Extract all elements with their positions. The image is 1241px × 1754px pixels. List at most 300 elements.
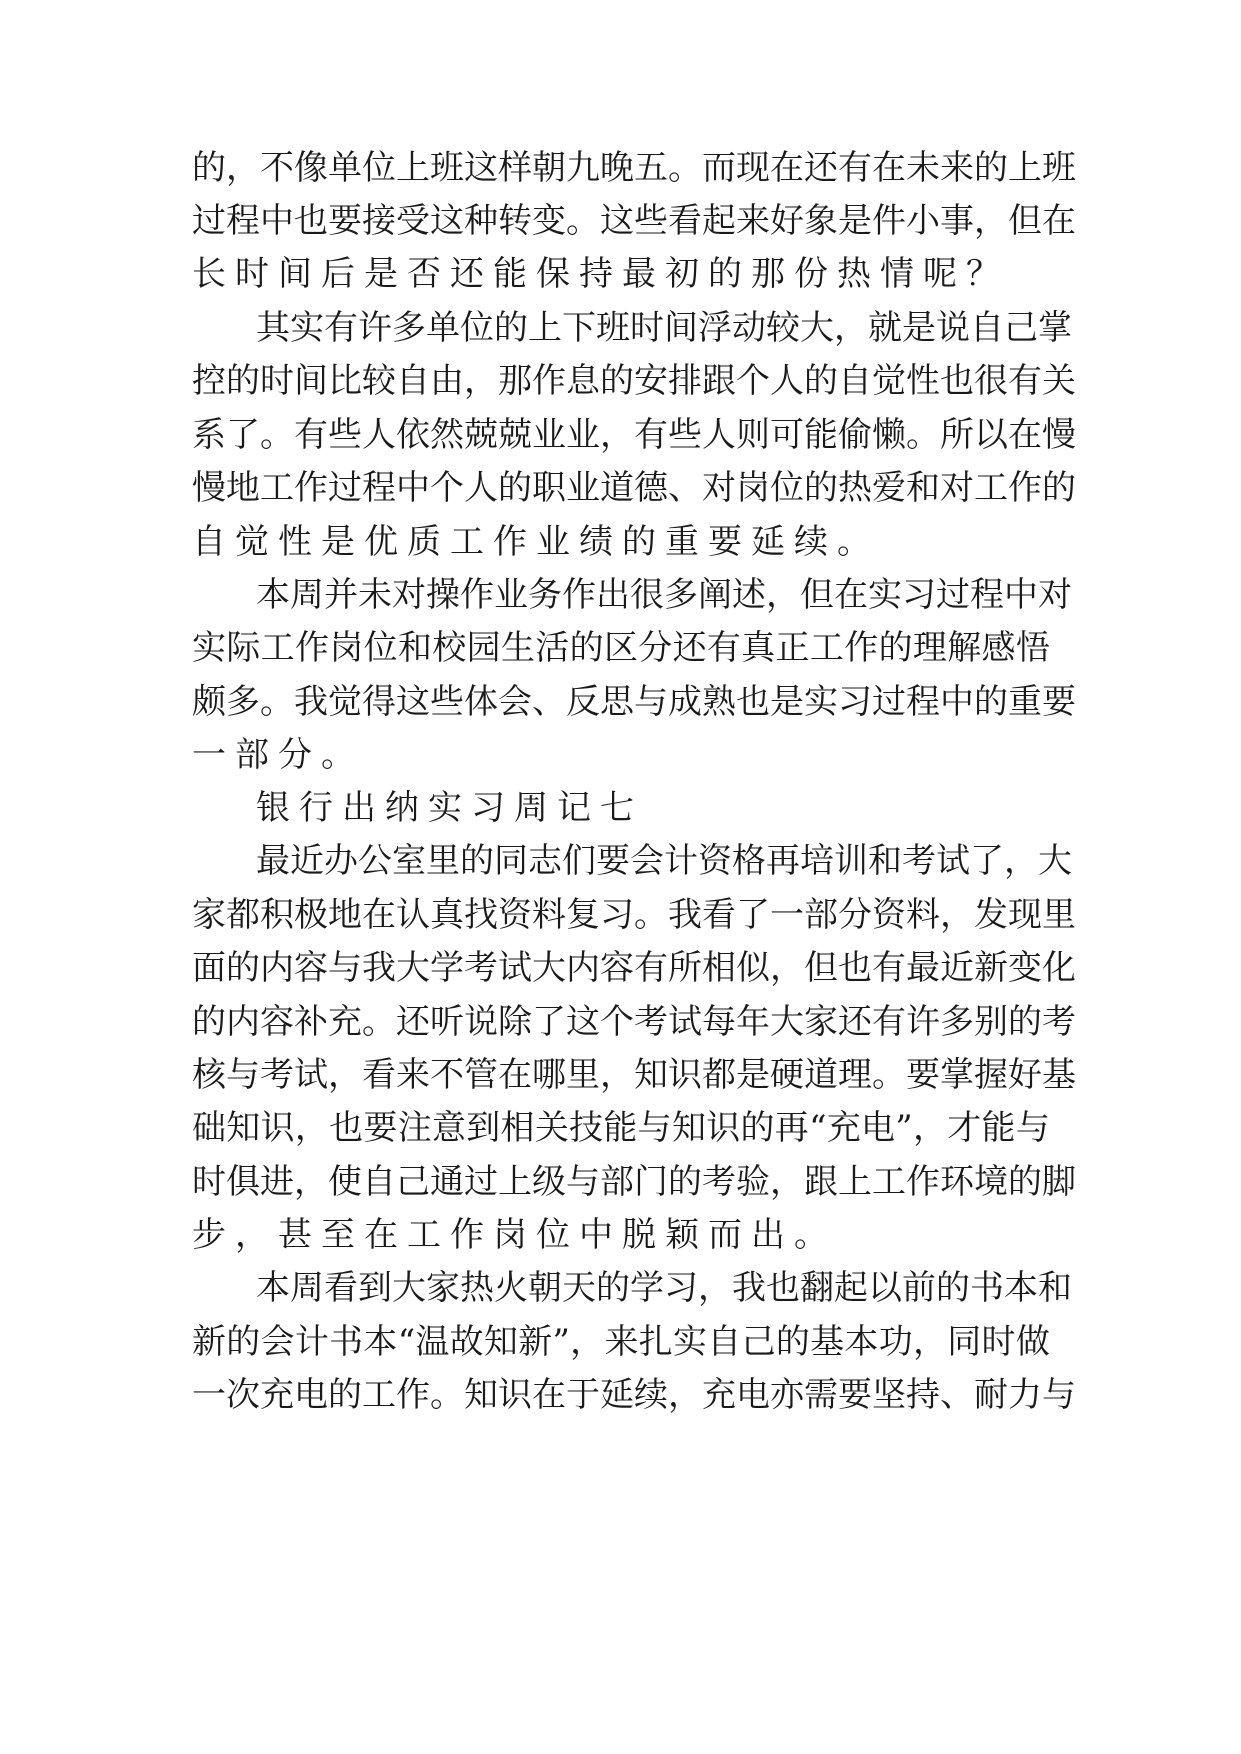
text-glyph: 的 xyxy=(804,468,838,508)
text-glyph: 来 xyxy=(396,1055,430,1095)
text-glyph: 还 xyxy=(838,1002,872,1042)
text-glyph: 本 xyxy=(256,575,290,615)
text-glyph: 学 xyxy=(430,948,464,988)
text-glyph: 在 xyxy=(498,1055,532,1095)
text-glyph: 考 xyxy=(702,1162,736,1202)
text-glyph: 的 xyxy=(1042,468,1076,508)
text-glyph: 。 xyxy=(906,415,940,455)
text-glyph: 火 xyxy=(494,1268,528,1308)
text-glyph: 这 xyxy=(430,201,464,241)
text-glyph: 得 xyxy=(362,682,396,722)
text-glyph: 反 xyxy=(566,682,600,722)
text-glyph: 作 xyxy=(294,628,329,668)
text-glyph: 时 xyxy=(981,1322,1016,1362)
text-glyph: 门 xyxy=(634,1162,668,1202)
text-glyph: 自 xyxy=(707,1322,742,1362)
text-glyph: 前 xyxy=(902,1268,936,1308)
text-glyph: 业 xyxy=(566,468,600,508)
text-glyph: 业 xyxy=(494,575,528,615)
text-glyph: 公 xyxy=(358,841,392,881)
text-glyph: 程 xyxy=(970,575,1004,615)
text-glyph: 与 xyxy=(226,1055,260,1095)
text-glyph: 慢 xyxy=(1042,415,1076,455)
text-glyph: 的 xyxy=(192,1002,226,1042)
text-glyph: 次 xyxy=(226,1375,260,1415)
text-glyph: 九 xyxy=(566,148,600,188)
text-glyph: 注 xyxy=(397,1108,432,1148)
text-glyph: 下 xyxy=(562,308,596,348)
text-glyph: ， xyxy=(464,361,498,401)
text-glyph: 由 xyxy=(430,361,464,401)
text-glyph: 资 xyxy=(698,841,732,881)
text-glyph: 习 xyxy=(664,1268,698,1308)
text-glyph: 操 xyxy=(426,575,460,615)
text-glyph: 热 xyxy=(838,468,872,508)
text-glyph: 的 xyxy=(328,1375,362,1415)
text-glyph: 多 xyxy=(940,1002,974,1042)
text-glyph: 作 xyxy=(562,575,596,615)
text-glyph: 种 xyxy=(464,201,498,241)
text-glyph: 许 xyxy=(358,308,392,348)
text-glyph: 的 xyxy=(460,841,494,881)
text-glyph: 看 xyxy=(324,1268,358,1308)
text-glyph: 热 xyxy=(460,1268,494,1308)
text-glyph: 在 xyxy=(362,895,396,935)
text-glyph: 地 xyxy=(226,468,260,508)
text-glyph: 充 xyxy=(826,1108,861,1148)
text-glyph: 耐 xyxy=(974,1375,1008,1415)
text-glyph: 许 xyxy=(906,1002,940,1042)
text-glyph: 的 xyxy=(498,468,532,508)
text-glyph: 要 xyxy=(1042,682,1076,722)
text-glyph: 比 xyxy=(328,361,362,401)
text-glyph: 新 xyxy=(974,948,1008,988)
text-glyph: 考 xyxy=(1042,1002,1076,1042)
text-glyph: 己 xyxy=(396,1162,430,1202)
text-glyph: 于 xyxy=(566,1375,600,1415)
text-glyph: 阐 xyxy=(698,575,732,615)
text-glyph: 跟 xyxy=(702,361,736,401)
text-glyph: 人 xyxy=(770,361,804,401)
text-glyph: 所 xyxy=(940,415,974,455)
text-glyph: 位 xyxy=(460,308,494,348)
text-glyph: 意 xyxy=(431,1108,466,1148)
text-glyph: 温 xyxy=(415,1322,450,1362)
text-glyph: 的 xyxy=(600,361,634,401)
text-glyph: 基 xyxy=(1042,1055,1076,1095)
text-glyph: 道 xyxy=(804,1055,838,1095)
text-glyph: 会 xyxy=(498,682,532,722)
text-glyph: 排 xyxy=(668,361,702,401)
text-glyph: 掌 xyxy=(1038,308,1072,348)
text-glyph: 也 xyxy=(838,948,872,988)
text-glyph: 还 xyxy=(804,148,838,188)
text-glyph: 爱 xyxy=(872,468,906,508)
text-line xyxy=(192,1365,1076,1425)
text-glyph: 一 xyxy=(192,1375,226,1415)
text-glyph: 天 xyxy=(562,1268,596,1308)
text-glyph: 业 xyxy=(566,415,600,455)
text-glyph: 了 xyxy=(226,415,260,455)
text-glyph: 知 xyxy=(634,1055,668,1095)
text-glyph: 和 xyxy=(868,841,902,881)
text-glyph: 坚 xyxy=(872,1375,906,1415)
text-glyph: 训 xyxy=(834,841,868,881)
text-glyph: 再 xyxy=(774,1108,809,1148)
text-glyph: 班 xyxy=(430,148,464,188)
text-glyph: 这 xyxy=(600,201,634,241)
text-glyph: 些 xyxy=(328,415,362,455)
text-glyph: 才 xyxy=(947,1108,982,1148)
text-glyph: 需 xyxy=(804,1375,838,1415)
text-glyph: 础 xyxy=(192,1108,226,1148)
text-glyph: ， xyxy=(940,895,974,935)
text-glyph: 自 xyxy=(396,361,430,401)
text-glyph: 兢 xyxy=(498,415,532,455)
text-glyph: 识 xyxy=(706,1108,741,1148)
text-glyph: 硬 xyxy=(770,1055,804,1095)
text-glyph: 、 xyxy=(940,1375,974,1415)
text-glyph: 来 xyxy=(940,148,974,188)
text-line: 一部分。 xyxy=(192,735,364,775)
text-glyph: 对 xyxy=(392,575,426,615)
text-glyph: 延 xyxy=(600,1375,634,1415)
text-glyph: 计 xyxy=(664,841,698,881)
text-glyph: 是 xyxy=(736,1055,770,1095)
text-glyph: 与 xyxy=(1042,1375,1076,1415)
text-line xyxy=(192,885,1076,945)
text-glyph: 能 xyxy=(603,1108,638,1148)
text-glyph: 实 xyxy=(290,308,324,348)
text-glyph: 办 xyxy=(324,841,358,881)
text-glyph: 家 xyxy=(804,1002,838,1042)
text-glyph: 不 xyxy=(260,148,294,188)
text-line: 自觉性是优质工作业绩的重要延续。 xyxy=(192,522,880,562)
text-glyph: 。 xyxy=(260,415,294,455)
text-glyph: 作 xyxy=(396,1375,430,1415)
text-glyph: 工 xyxy=(974,468,1008,508)
text-glyph: 作 xyxy=(294,468,328,508)
text-glyph: 来 xyxy=(604,1322,639,1362)
text-glyph: 转 xyxy=(498,201,532,241)
text-glyph: 了 xyxy=(970,841,1004,881)
text-glyph: 以 xyxy=(868,1268,902,1308)
text-glyph: 说 xyxy=(464,1002,498,1042)
text-glyph: 在 xyxy=(1008,415,1042,455)
text-glyph: 个 xyxy=(736,361,770,401)
text-glyph: 的 xyxy=(569,628,604,668)
text-glyph: 会 xyxy=(630,841,664,881)
text-glyph: ， xyxy=(912,1322,947,1362)
text-glyph: 关 xyxy=(534,1108,569,1148)
text-glyph: 的 xyxy=(804,361,838,401)
text-line xyxy=(256,298,1072,358)
text-glyph: 能 xyxy=(804,415,838,455)
text-glyph: 象 xyxy=(804,201,838,241)
text-glyph: 极 xyxy=(294,895,328,935)
text-glyph: 境 xyxy=(974,1162,1008,1202)
text-glyph: 感 xyxy=(981,628,1016,668)
text-glyph: 与 xyxy=(566,1162,600,1202)
text-glyph: 中 xyxy=(260,201,294,241)
text-glyph: 与 xyxy=(634,682,668,722)
text-glyph: 熟 xyxy=(702,682,736,722)
text-glyph: ， xyxy=(912,1108,947,1148)
text-glyph: 人 xyxy=(702,415,736,455)
text-glyph: 试 xyxy=(936,841,970,881)
text-glyph: 资 xyxy=(872,895,906,935)
text-glyph: 近 xyxy=(940,948,974,988)
text-glyph: 好 xyxy=(770,201,804,241)
text-glyph: 多 xyxy=(664,575,698,615)
text-glyph: 较 xyxy=(766,308,800,348)
text-glyph: 资 xyxy=(498,895,532,935)
text-glyph: 过 xyxy=(464,1162,498,1202)
text-glyph: 在 xyxy=(532,1375,566,1415)
text-glyph: 变 xyxy=(1008,948,1042,988)
text-glyph: 岗 xyxy=(736,468,770,508)
text-glyph: 有 xyxy=(872,948,906,988)
text-glyph: 程 xyxy=(362,468,396,508)
text-line xyxy=(192,938,1076,998)
text-glyph: 己 xyxy=(1004,308,1038,348)
text-glyph: 识 xyxy=(260,1108,295,1148)
text-glyph: 像 xyxy=(294,148,328,188)
text-glyph: 考 xyxy=(464,948,498,988)
text-glyph: 颇 xyxy=(192,682,226,722)
text-glyph: 有 xyxy=(294,415,328,455)
text-glyph: 书 xyxy=(970,1268,1004,1308)
text-glyph: 也 xyxy=(294,201,328,241)
text-glyph: 里 xyxy=(426,841,460,881)
text-glyph: ， xyxy=(226,148,260,188)
text-glyph: 是 xyxy=(902,308,936,348)
text-glyph: 还 xyxy=(672,628,707,668)
text-glyph: 系 xyxy=(192,415,226,455)
text-glyph: 晚 xyxy=(600,148,634,188)
text-glyph: 出 xyxy=(596,575,630,615)
text-line xyxy=(192,458,1076,518)
text-glyph: 别 xyxy=(974,1002,1008,1042)
text-glyph: 对 xyxy=(940,468,974,508)
text-glyph: 也 xyxy=(766,1268,800,1308)
text-glyph: ， xyxy=(974,201,1008,241)
text-glyph: 。 xyxy=(430,1375,464,1415)
text-glyph: 觉 xyxy=(872,361,906,401)
text-glyph: 相 xyxy=(500,1108,535,1148)
text-glyph: 与 xyxy=(328,948,362,988)
text-glyph: 同 xyxy=(947,1322,982,1362)
text-glyph: 到 xyxy=(358,1268,392,1308)
text-glyph: 间 xyxy=(294,361,328,401)
text-glyph: 现 xyxy=(736,148,770,188)
text-glyph: 相 xyxy=(702,948,736,988)
text-glyph: 间 xyxy=(664,308,698,348)
text-glyph: 重 xyxy=(1008,682,1042,722)
text-glyph: 大 xyxy=(1038,841,1072,881)
text-glyph: 自 xyxy=(838,361,872,401)
text-glyph: 程 xyxy=(906,682,940,722)
text-glyph: 管 xyxy=(464,1055,498,1095)
text-glyph: 俱 xyxy=(226,1162,260,1202)
text-glyph: 的 xyxy=(1008,1162,1042,1202)
text-glyph: 地 xyxy=(328,895,362,935)
text-line: 长时间后是否还能保持最初的那份热情呢？ xyxy=(192,254,1009,294)
text-glyph: 而 xyxy=(702,148,736,188)
text-glyph: 成 xyxy=(668,682,702,722)
text-glyph: 、 xyxy=(668,468,702,508)
text-glyph: 中 xyxy=(940,682,974,722)
text-glyph: 有 xyxy=(838,148,872,188)
text-glyph: ” xyxy=(552,1322,570,1362)
text-glyph: 的 xyxy=(226,948,260,988)
text-glyph: 过 xyxy=(192,201,226,241)
text-glyph: 个 xyxy=(430,468,464,508)
text-glyph: 人 xyxy=(362,415,396,455)
text-glyph: 的 xyxy=(668,1162,702,1202)
text-glyph: 听 xyxy=(430,1002,464,1042)
text-glyph: 单 xyxy=(328,148,362,188)
text-glyph: 我 xyxy=(668,895,702,935)
text-glyph: 级 xyxy=(532,1162,566,1202)
text-glyph: 技 xyxy=(569,1108,604,1148)
text-glyph: 实 xyxy=(868,575,902,615)
text-glyph: 都 xyxy=(226,895,260,935)
text-glyph: 己 xyxy=(741,1322,776,1362)
text-glyph: ， xyxy=(294,1108,329,1148)
text-glyph: 工 xyxy=(260,468,294,508)
text-glyph: 些 xyxy=(634,201,668,241)
text-glyph: 位 xyxy=(770,468,804,508)
text-glyph: 亦 xyxy=(770,1375,804,1415)
text-glyph: 在 xyxy=(872,148,906,188)
text-glyph: 认 xyxy=(396,895,430,935)
text-glyph: 有 xyxy=(634,948,668,988)
text-glyph: 。 xyxy=(634,895,668,935)
text-glyph: 本 xyxy=(256,1268,290,1308)
text-glyph: 年 xyxy=(736,1002,770,1042)
text-glyph: 是 xyxy=(770,682,804,722)
text-glyph: 但 xyxy=(800,575,834,615)
text-glyph: 则 xyxy=(736,415,770,455)
text-glyph: 上 xyxy=(396,148,430,188)
text-glyph: 。 xyxy=(362,1002,396,1042)
text-glyph: ， xyxy=(328,1055,362,1095)
text-glyph: 真 xyxy=(430,895,464,935)
text-glyph: 一 xyxy=(770,895,804,935)
text-glyph: 班 xyxy=(596,308,630,348)
text-glyph: 作 xyxy=(906,1162,940,1202)
text-glyph: 但 xyxy=(1008,201,1042,241)
text-glyph: 也 xyxy=(736,682,770,722)
text-glyph: 识 xyxy=(668,1055,702,1095)
text-glyph: 们 xyxy=(562,841,596,881)
text-line xyxy=(192,618,1050,678)
text-line xyxy=(192,1152,1076,1212)
text-glyph: 电 xyxy=(294,1375,328,1415)
text-glyph: 除 xyxy=(498,1002,532,1042)
text-glyph: 受 xyxy=(396,201,430,241)
text-glyph: 的 xyxy=(878,628,913,668)
text-glyph: 较 xyxy=(362,361,396,401)
text-glyph: 握 xyxy=(974,1055,1008,1095)
text-glyph: 的 xyxy=(596,1268,630,1308)
text-glyph: 和 xyxy=(906,468,940,508)
text-glyph: 未 xyxy=(906,148,940,188)
text-glyph: 现 xyxy=(1008,895,1042,935)
text-glyph: 觉 xyxy=(328,682,362,722)
text-glyph: ， xyxy=(294,1162,328,1202)
text-glyph: 掌 xyxy=(940,1055,974,1095)
text-glyph: 作 xyxy=(844,628,879,668)
text-glyph: 分 xyxy=(638,628,673,668)
text-glyph: 知 xyxy=(464,1375,498,1415)
text-glyph: 上 xyxy=(838,1162,872,1202)
text-glyph: 故 xyxy=(449,1322,484,1362)
text-glyph: 上 xyxy=(528,308,562,348)
text-glyph: 多 xyxy=(392,308,426,348)
text-glyph: 基 xyxy=(810,1322,845,1362)
text-glyph: 周 xyxy=(290,575,324,615)
text-glyph: 活 xyxy=(535,628,570,668)
text-glyph: 新 xyxy=(518,1322,553,1362)
text-glyph: 。 xyxy=(566,201,600,241)
text-glyph: 同 xyxy=(494,841,528,881)
text-glyph: 的 xyxy=(974,148,1008,188)
text-glyph: 有 xyxy=(872,1002,906,1042)
text-glyph: 好 xyxy=(1008,1055,1042,1095)
text-glyph: 这 xyxy=(464,148,498,188)
text-glyph: “ xyxy=(397,1322,416,1362)
text-glyph: 容 xyxy=(294,948,328,988)
text-glyph: 电 xyxy=(736,1375,770,1415)
text-glyph: 周 xyxy=(290,1268,324,1308)
text-glyph: 解 xyxy=(947,628,982,668)
text-glyph: 电 xyxy=(861,1108,896,1148)
text-glyph: 起 xyxy=(702,201,736,241)
text-glyph: 要 xyxy=(363,1108,398,1148)
text-glyph: 充 xyxy=(702,1375,736,1415)
text-glyph: 做 xyxy=(1015,1322,1050,1362)
text-glyph: 习 xyxy=(902,575,936,615)
text-glyph: ， xyxy=(698,1268,732,1308)
text-glyph: 和 xyxy=(1038,1268,1072,1308)
text-glyph: 的 xyxy=(974,682,1008,722)
text-glyph: 。 xyxy=(260,682,294,722)
text-glyph: 自 xyxy=(362,1162,396,1202)
text-glyph: 验 xyxy=(736,1162,770,1202)
text-glyph: ， xyxy=(766,575,800,615)
text-glyph: 工 xyxy=(809,628,844,668)
text-line xyxy=(192,1045,1076,1105)
text-glyph: 园 xyxy=(466,628,501,668)
text-glyph: 看 xyxy=(362,1055,396,1095)
text-glyph: 很 xyxy=(630,575,664,615)
text-glyph: 事 xyxy=(940,201,974,241)
text-glyph: 近 xyxy=(290,841,324,881)
text-line: 步，甚至在工作岗位中脱颖而出。 xyxy=(192,1215,837,1255)
text-glyph: 内 xyxy=(226,1002,260,1042)
text-glyph: 大 xyxy=(396,948,430,988)
text-glyph: 工 xyxy=(260,628,295,668)
text-glyph: 书 xyxy=(329,1322,364,1362)
text-glyph: 能 xyxy=(981,1108,1016,1148)
text-glyph: 积 xyxy=(260,895,294,935)
text-glyph: 对 xyxy=(702,468,736,508)
text-glyph: 考 xyxy=(902,841,936,881)
text-glyph: 分 xyxy=(838,895,872,935)
text-glyph: 与 xyxy=(1015,1108,1050,1148)
